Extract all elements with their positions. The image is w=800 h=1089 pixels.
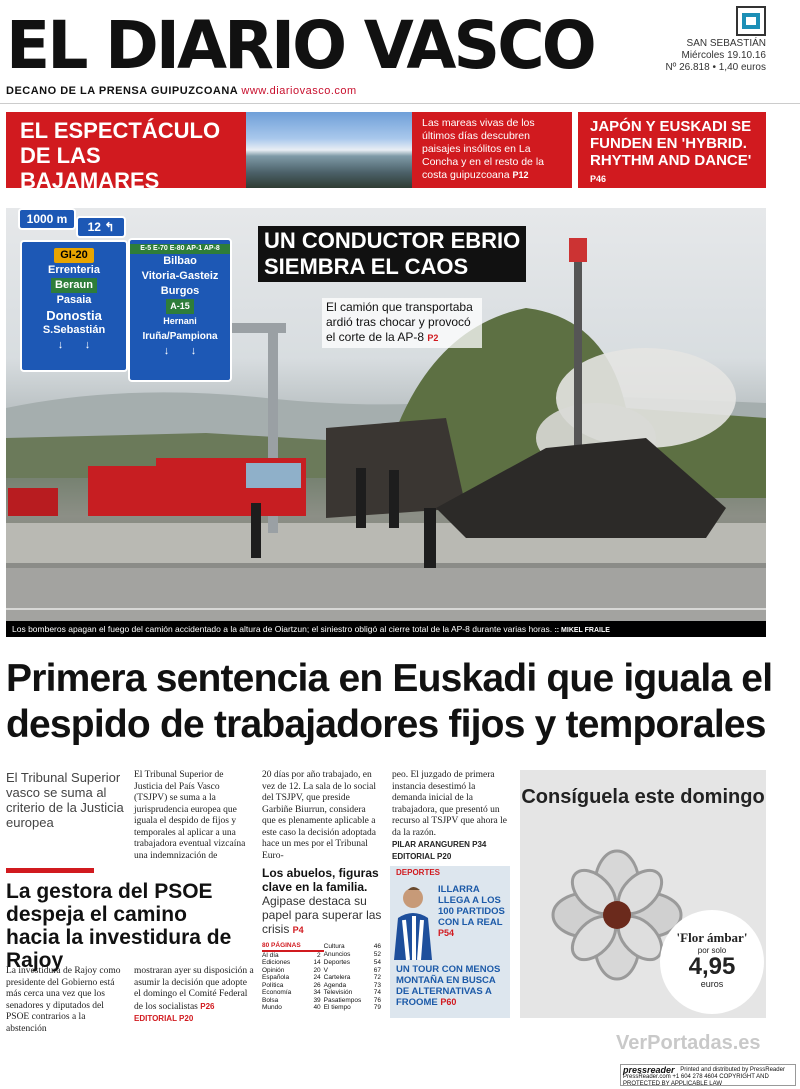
lead-deck: El Tribunal Superior vasco se suma al criterio de la Justicia europea xyxy=(6,770,124,830)
index-section: Política xyxy=(262,981,284,989)
lead-body-col1: El Tribunal Superior de Justicia del País Vasco (TSJPV) se suma a la jurisprudencia europea que iguala el despido de fijos y temporales al aplicar a una trabajadora eventual vizcaína una indemnización de xyxy=(134,770,246,861)
sign-exit: 12 xyxy=(87,220,101,234)
photo-credit: :: MIKEL FRAILE xyxy=(554,627,610,634)
index-section: Agenda xyxy=(323,981,347,989)
psoe-headline[interactable]: La gestora del PSOE despeja el camino hacia la investidura de Rajoy xyxy=(6,880,232,972)
index-page: 2 xyxy=(317,951,321,959)
abuelos-headline[interactable]: Los abuelos, figuras clave en la familia. xyxy=(262,866,379,894)
index-page: 72 xyxy=(373,974,381,981)
road-sign-right xyxy=(128,238,232,382)
sign-right-code2: A-15 xyxy=(166,299,194,314)
index-row[interactable] xyxy=(262,959,384,967)
city: SAN SEBASTIÁN xyxy=(686,38,766,49)
index-section: El tiempo xyxy=(323,1004,351,1011)
deportes-story1-page: P54 xyxy=(438,928,455,938)
deportes-story2-page: P60 xyxy=(440,997,457,1007)
index-section: Española xyxy=(262,974,290,981)
product-name: 'Flor ámbar' xyxy=(676,930,748,945)
index-section: V xyxy=(323,966,329,974)
sign-distance: 1000 m xyxy=(26,212,68,226)
edition-icon xyxy=(736,6,766,36)
index-page: 40 xyxy=(313,1004,321,1011)
bajamares-photo xyxy=(246,112,412,188)
sign-left-5: S.Sebastián xyxy=(42,324,106,336)
deportes-label: DEPORTES xyxy=(396,868,441,877)
psoe-accent-bar xyxy=(6,868,94,873)
bajamares-page: P12 xyxy=(512,170,529,180)
japon-promo[interactable] xyxy=(578,112,766,188)
index-first-right-n: 46 xyxy=(373,942,381,950)
index-section: Anuncios xyxy=(323,951,351,958)
watermark: VerPortadas.es xyxy=(616,1032,761,1054)
abuelos-deck-text: Agipase destaca su papel para superar las crisis xyxy=(262,894,382,936)
index-row[interactable] xyxy=(262,997,384,1005)
sign-left-4: Donostia xyxy=(46,308,102,323)
index-section: Televisión xyxy=(323,989,353,996)
tagline-text: DECANO DE LA PRENSA GUIPUZCOANA xyxy=(6,85,238,97)
index-page: 34 xyxy=(313,989,321,996)
lead-headline[interactable]: Primera sentencia en Euskadi que iguala el despido de trabajadores fijos y temporales xyxy=(6,657,773,746)
lead-body-col3 xyxy=(392,770,510,862)
index-section: Opinión xyxy=(262,966,285,974)
index-page: 74 xyxy=(373,989,381,996)
index-page: 14 xyxy=(313,959,321,966)
sign-arrow-down-icon-2: ↓ ↓ xyxy=(163,345,197,357)
deportes-story2[interactable] xyxy=(396,964,508,1008)
price-badge xyxy=(660,910,764,1014)
index-page: 54 xyxy=(373,959,381,966)
caption-text: Los bomberos apagan el fuego del camión accidentado a la altura de Oiartzun; el siniestro obligó al cierre total de la AP-8 durante varias horas. xyxy=(12,624,553,634)
index-first-right: Cultura xyxy=(323,942,345,950)
index-row[interactable] xyxy=(262,967,384,975)
sign-right-3: Burgos xyxy=(160,285,200,297)
index-page: 67 xyxy=(373,966,381,974)
index-page: 76 xyxy=(373,996,381,1004)
index-page: 20 xyxy=(313,966,321,974)
index-row[interactable] xyxy=(262,1004,384,1012)
psoe-body-col2 xyxy=(134,966,254,1026)
lead-editorial: EDITORIAL P20 xyxy=(392,851,452,861)
sign-left-1: Errenteria xyxy=(48,264,100,276)
photo-headline-line1: UN CONDUCTOR EBRIO xyxy=(264,228,521,253)
photo-deck xyxy=(322,298,482,348)
index-table xyxy=(262,942,384,1012)
sign-right-1: Bilbao xyxy=(163,255,197,267)
sign-right-2: Vitoria-Gasteiz xyxy=(141,270,219,282)
photo-headline[interactable] xyxy=(258,226,526,282)
photo-caption xyxy=(6,621,766,637)
masthead-info xyxy=(665,38,766,74)
psoe-body-col1: La investidura de Rajoy como presidente del Gobierno está más cerca una vez que los senadores y diputados del PSOE contrarios a la abstención xyxy=(6,966,121,1034)
issue-price: Nº 26.818 • 1,40 euros xyxy=(665,62,766,73)
masthead-title: EL DIARIO VASCO xyxy=(6,7,594,84)
photo-deck-text: El camión que transportaba ardió tras chocar y provocó el corte de la AP-8 xyxy=(326,300,473,344)
website-link[interactable]: www.diariovasco.com xyxy=(241,85,357,97)
brooch-promo[interactable] xyxy=(520,770,766,1018)
player-photo xyxy=(390,880,436,960)
index-section: Mundo xyxy=(262,1004,282,1011)
deportes-story1-text: ILLARRA LLEGA A LOS 100 PARTIDOS CON LA REAL xyxy=(438,884,505,928)
photo-deck-page: P2 xyxy=(427,333,439,343)
psoe-col2-text: mostraran ayer su disposición a asumir la decisión que adopte el domingo el Comité Federal de los socialistas xyxy=(134,966,254,1012)
promo-title: Consíguela este domingo xyxy=(521,786,765,808)
sign-right-codes: E-5 E-70 E-80 AP-1 AP-8 xyxy=(130,244,230,254)
lead-body-col2: 20 días por año trabajado, en vez de 12. La sala de lo social del TSJPV, que preside Garbiñe Biurrun, considera que es plenamente aplicable a este caso la decisión adoptada hace un mes por el Tribunal Euro- xyxy=(262,770,376,861)
bajamares-text: Las mareas vivas de los últimos días descubren paisajes insólitos en La Concha y en el resto de la costa guipuzcoana xyxy=(422,117,544,181)
lead-author: PILAR ARANGUREN P34 xyxy=(392,840,487,849)
masthead-tagline xyxy=(6,85,357,97)
index-row[interactable] xyxy=(262,982,384,990)
index-section: Economía xyxy=(262,989,292,996)
sign-left-3: Pasaia xyxy=(56,294,92,306)
index-row[interactable] xyxy=(262,951,384,960)
price-amount: 4,95 xyxy=(688,953,736,980)
bajamares-promo-text[interactable] xyxy=(412,112,572,188)
sign-right-4: Hernani xyxy=(163,316,197,326)
index-section: Al día xyxy=(262,951,279,959)
road-sign-left xyxy=(20,240,128,372)
japon-page: P46 xyxy=(590,174,607,184)
pressreader-badge[interactable] xyxy=(620,1064,796,1086)
index-section: Cartelera xyxy=(323,974,351,981)
deportes-story2-text: UN TOUR CON MENOS MONTAÑA EN BUSCA DE ALTERNATIVAS A FROOME xyxy=(396,964,501,1008)
index-section: Pasatiempos xyxy=(323,996,362,1004)
index-page: 73 xyxy=(373,981,381,989)
pressreader-text: Printed and distributed by PressReader PressReader.com +1 604 278 4604 COPYRIGHT AND PROTECTED BY APPLICABLE LAW xyxy=(623,1067,785,1087)
bajamares-promo-title[interactable]: EL ESPECTÁCULO DE LAS BAJAMARES xyxy=(6,112,246,188)
index-section: Ediciones xyxy=(262,959,291,966)
index-page: 39 xyxy=(313,996,321,1004)
sign-arrow-down-icon: ↓ ↓ xyxy=(57,339,91,351)
abuelos-deck xyxy=(262,894,384,937)
index-page: 79 xyxy=(373,1004,381,1011)
index-header: 80 PÁGINAS xyxy=(262,942,311,951)
date: Miércoles 19.10.16 xyxy=(681,50,766,61)
lead-col3-text: peo. El juzgado de primera instancia desestimó la demanda inicial de la trabajadora, que presentó un recurso al TSJPV que ahora le da la razón. xyxy=(392,770,507,838)
sign-left-2: Beraun xyxy=(51,278,97,293)
index-row[interactable] xyxy=(262,989,384,997)
index-page: 24 xyxy=(313,974,321,981)
japon-title: JAPÓN Y EUSKADI SE FUNDEN EN 'HYBRID. RHYTHM AND DANCE' xyxy=(590,118,752,169)
deportes-story1[interactable] xyxy=(438,884,508,939)
index-page: 52 xyxy=(373,951,381,958)
price-prefix: por solo xyxy=(697,946,727,955)
index-page: 26 xyxy=(313,981,321,989)
index-section: Bolsa xyxy=(262,996,279,1004)
pressreader-logo: pressreader xyxy=(623,1065,675,1075)
index-row[interactable] xyxy=(262,974,384,982)
psoe-refs: P26 EDITORIAL P20 xyxy=(134,1001,215,1023)
abuelos-page: P4 xyxy=(292,925,304,935)
page-index xyxy=(262,942,384,1012)
sign-gi-code: GI-20 xyxy=(54,248,94,263)
price-currency: euros xyxy=(700,979,724,989)
sign-right-5: Iruña/Pampiona xyxy=(142,331,218,342)
road-sign-exit: 12 ↰ xyxy=(76,216,126,238)
index-section: Deportes xyxy=(323,959,351,966)
road-sign-distance xyxy=(18,208,76,230)
masthead-rule xyxy=(0,103,800,104)
photo-headline-line2: SIEMBRA EL CAOS xyxy=(264,254,469,279)
